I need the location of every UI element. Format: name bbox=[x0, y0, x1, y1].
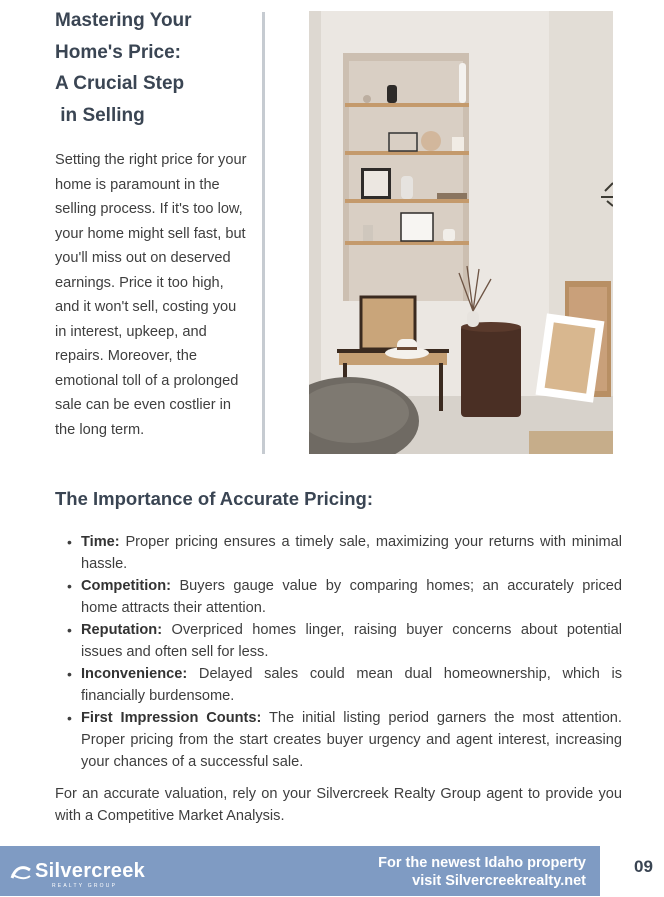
intro-paragraph: Setting the right price for your home is paramount in the selling process. If it's too low, your home might sell fast, but you'll miss out on deserved earnings. Price it too high, and it won't sell, costing you in interest, upkeep, and repairs. Moreover, the emotional toll of a prolonged sale can be even costlier in the long term. bbox=[55, 152, 247, 438]
footer-banner bbox=[0, 846, 600, 896]
footer-call-to-action bbox=[378, 854, 586, 890]
bullet-icon: • bbox=[67, 534, 72, 550]
cta-line: For the newest Idaho property bbox=[378, 855, 586, 871]
title-line: Mastering Your bbox=[55, 10, 192, 31]
bullet-text: Buyers gauge value by comparing homes; an accurately priced home attracts their attention. bbox=[81, 578, 622, 616]
bullet-term: Reputation: bbox=[81, 622, 163, 638]
bullet-text: The initial listing period garners the most attention. Proper pricing from the start creates buyer urgency and agent interest, increasing your chances of a successful sale. bbox=[81, 710, 622, 770]
bullet-text: Delayed sales could mean dual homeownership, which is financially burdensome. bbox=[81, 666, 622, 704]
bullet-term: Time: bbox=[81, 534, 120, 550]
title-line: Home's Price: bbox=[55, 41, 181, 63]
list-item bbox=[67, 619, 622, 663]
bullet-icon: • bbox=[67, 622, 72, 638]
bullet-icon: • bbox=[67, 578, 72, 594]
closing-paragraph: For an accurate valuation, rely on your Silvercreek Realty Group agent to provide you with a Competitive Market Analysis. bbox=[55, 786, 622, 824]
title-line: A Crucial Step bbox=[55, 73, 185, 94]
page-number: 09 bbox=[634, 857, 653, 876]
bullet-term: Inconvenience: bbox=[81, 666, 188, 682]
bullet-term: First Impression Counts: bbox=[81, 710, 262, 726]
bullet-term: Competition: bbox=[81, 578, 171, 594]
logo-name: Silvercreek bbox=[35, 860, 146, 882]
logo-mark-icon bbox=[10, 862, 32, 882]
list-item bbox=[67, 531, 622, 575]
website-link[interactable]: visit Silvercreekrealty.net bbox=[412, 873, 586, 889]
logo-subtitle: REALTY GROUP bbox=[52, 883, 118, 889]
bullet-icon: • bbox=[67, 710, 72, 726]
company-logo bbox=[10, 858, 150, 888]
vertical-divider bbox=[262, 12, 265, 454]
list-item bbox=[67, 663, 622, 707]
page-title bbox=[55, 5, 255, 131]
list-item bbox=[67, 707, 622, 773]
bullet-text: Overpriced homes linger, raising buyer concerns about potential issues and often sell for less. bbox=[81, 622, 622, 660]
bullet-text: Proper pricing ensures a timely sale, maximizing your returns with minimal hassle. bbox=[81, 534, 622, 572]
interior-photo bbox=[309, 11, 613, 454]
pricing-bullet-list bbox=[67, 531, 622, 773]
list-item bbox=[67, 575, 622, 619]
section-heading: The Importance of Accurate Pricing: bbox=[55, 488, 373, 509]
bullet-icon: • bbox=[67, 666, 72, 682]
title-line: in Selling bbox=[55, 104, 145, 126]
